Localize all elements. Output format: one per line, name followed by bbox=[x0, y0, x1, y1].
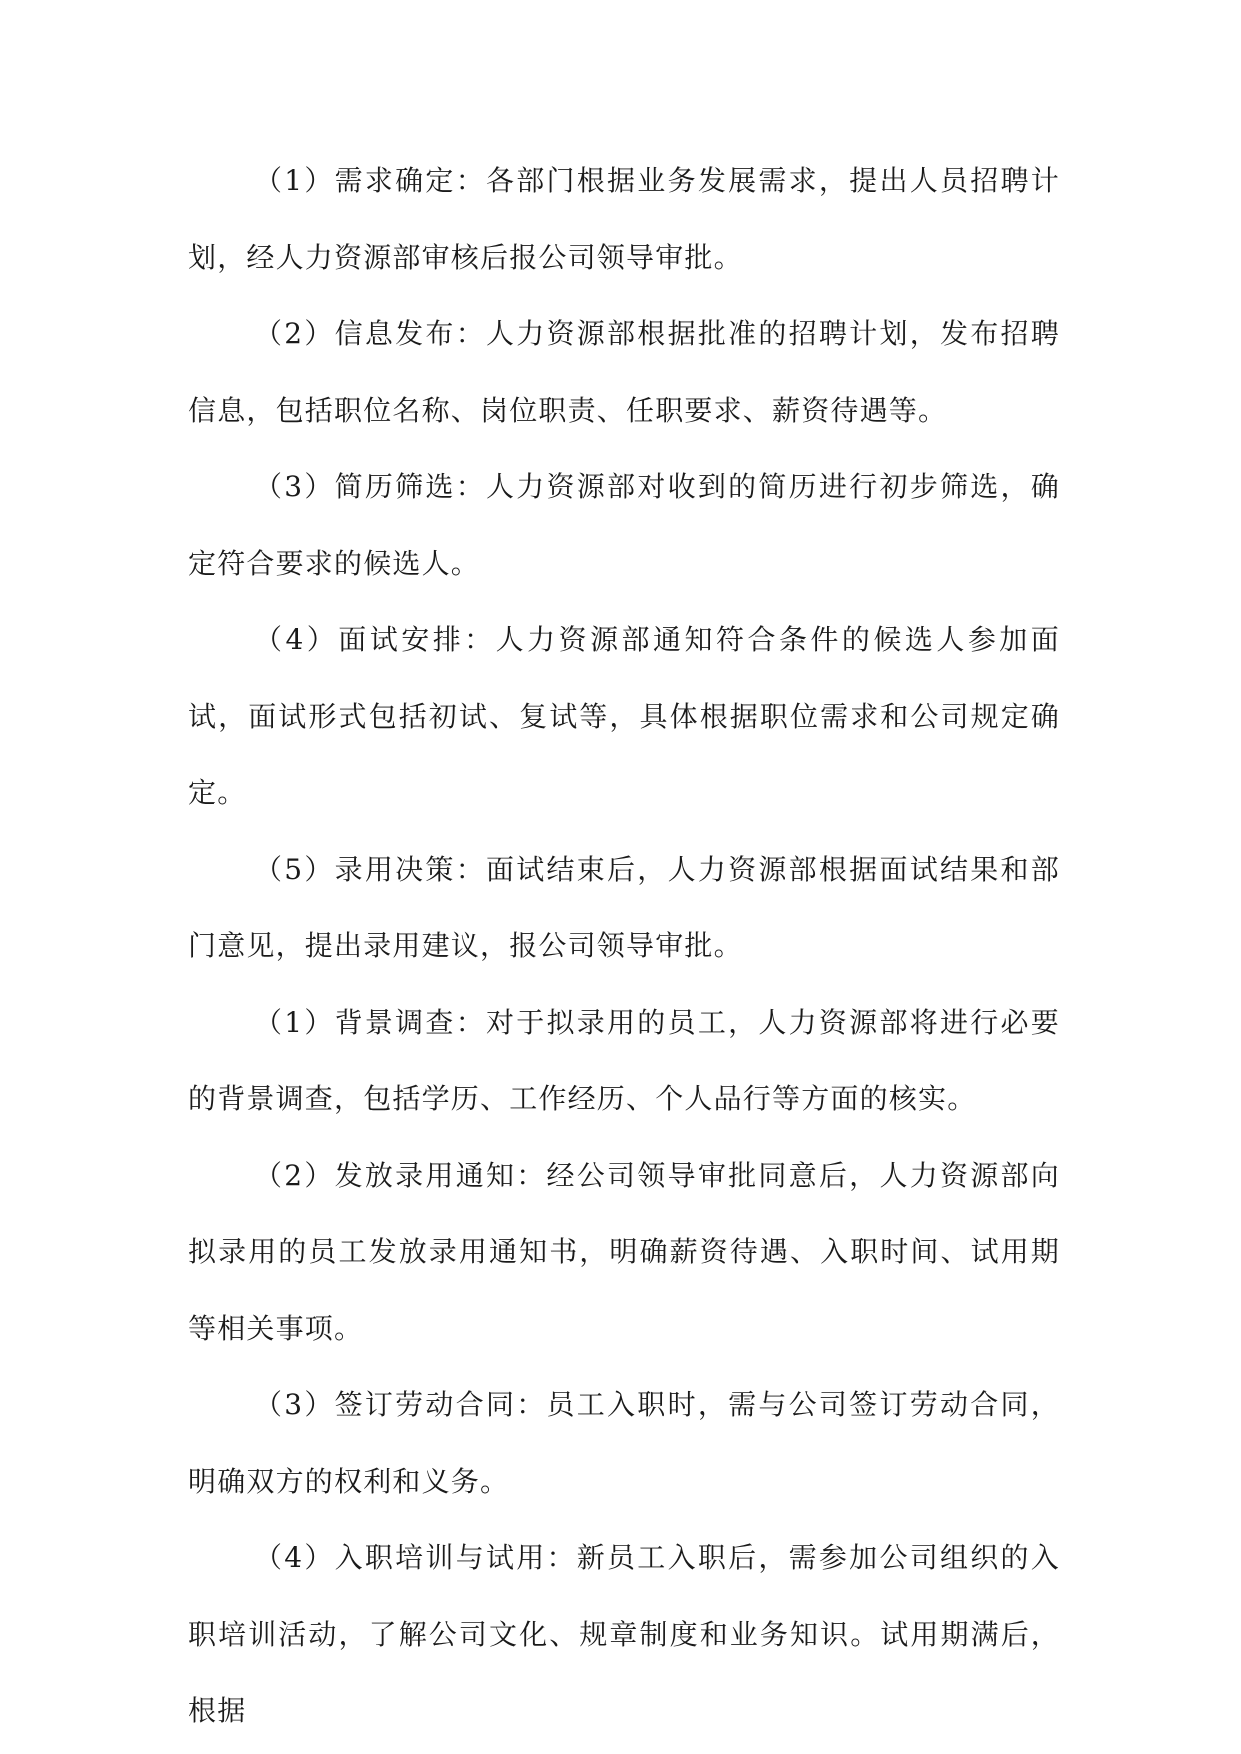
document-body bbox=[188, 143, 1060, 1750]
paragraph-background-check: （1）背景调查：对于拟录用的员工，人力资源部将进行必要的背景调查，包括学历、工作经历、个人品行等方面的核实。 bbox=[188, 1005, 1060, 1115]
paragraph-offer-notice: （2）发放录用通知：经公司领导审批同意后，人力资源部向拟录用的员工发放录用通知书，明确薪资待遇、入职时间、试用期等相关事项。 bbox=[188, 1158, 1060, 1345]
paragraph-information-release: （2）信息发布：人力资源部根据批准的招聘计划，发布招聘信息，包括职位名称、岗位职责、任职要求、薪资待遇等。 bbox=[188, 317, 1060, 427]
paragraph-demand-confirmation: （1）需求确定：各部门根据业务发展需求，提出人员招聘计划，经人力资源部审核后报公司领导审批。 bbox=[188, 164, 1060, 274]
paragraph-interview-arrangement: （4）面试安排：人力资源部通知符合条件的候选人参加面试，面试形式包括初试、复试等，具体根据职位需求和公司规定确定。 bbox=[188, 623, 1060, 809]
paragraph-hiring-decision: （5）录用决策：面试结束后，人力资源部根据面试结果和部门意见，提出录用建议，报公司领导审批。 bbox=[188, 852, 1060, 962]
paragraph-onboarding-training: （4）入职培训与试用：新员工入职后，需参加公司组织的入职培训活动，了解公司文化、规章制度和业务知识。试用期满后，根据 bbox=[188, 1541, 1060, 1727]
paragraph-resume-screening: （3）简历筛选：人力资源部对收到的简历进行初步筛选，确定符合要求的候选人。 bbox=[188, 470, 1060, 580]
paragraph-labor-contract: （3）签订劳动合同：员工入职时，需与公司签订劳动合同，明确双方的权利和义务。 bbox=[188, 1388, 1060, 1498]
